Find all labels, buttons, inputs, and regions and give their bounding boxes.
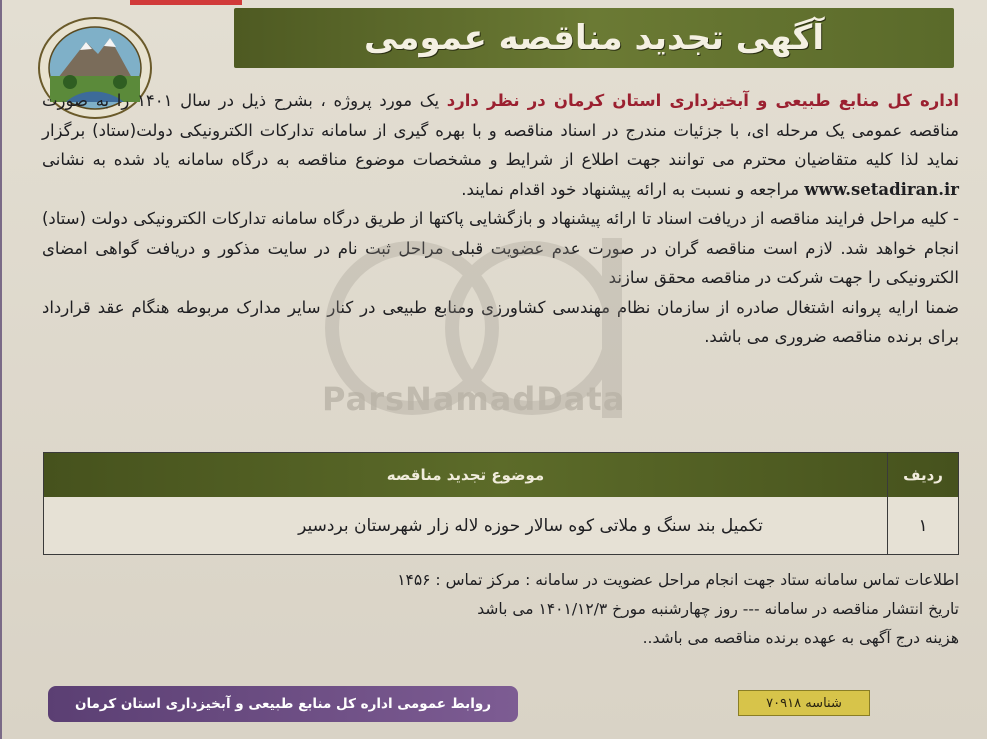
procedure-paragraph: - کلیه مراحل فرایند مناقصه از دریافت اسناد تا ارائه پیشنهاد و بازگشایی پاکتها از طریق درگاه سامانه تدارکات الکترونیکی دولت (ستاد) انجام خواهد شد. لازم است مناقصه گران در صورت عدم عضویت قبلی مراحل ثبت نام در سایت مذکور و دریافت گواهی امضای الکترونیکی را جهت شرکت در مناقصه محقق سازند <box>42 209 959 287</box>
contact-info <box>282 566 959 653</box>
setad-url-link[interactable]: www.setadiran.ir <box>804 179 959 199</box>
row-subject: تکمیل بند سنگ و ملاتی کوه سالار حوزه لاله زار شهرستان بردسیر <box>298 515 763 536</box>
title-banner <box>234 8 954 68</box>
cost-line: هزینه درج آگهی به عهده برنده مناقصه می باشد.. <box>642 629 959 647</box>
contact-line: اطلاعات تماس سامانه ستاد جهت انجام مراحل عضویت در سامانه : مرکز تماس : ۱۴۵۶ <box>397 571 959 589</box>
publish-date-line: تاریخ انتشار مناقصه در سامانه --- روز چهارشنبه مورخ ۱۴۰۱/۱۲/۳ می باشد <box>477 600 959 618</box>
table-row <box>44 497 958 554</box>
row-number: ۱ <box>887 497 958 554</box>
serial-badge <box>738 690 870 716</box>
page-title: آگهی تجدید مناقصه عمومی <box>364 18 824 58</box>
publisher-banner <box>48 686 518 722</box>
license-paragraph: ضمنا ارایه پروانه اشتغال صادره از سازمان نظام مهندسی کشاورزی ومنابع طبیعی در کنار سایر مدارک مربوطه هنگام عقد قرارداد برای برنده مناقصه ضروری می باشد. <box>42 297 959 346</box>
intro-paragraph-end: مراجعه و نسبت به ارائه پیشنهاد خود اقدام نمایند. <box>461 179 805 199</box>
table-header <box>44 453 958 497</box>
serial-number: شناسه ۷۰۹۱۸ <box>766 695 842 711</box>
intro-paragraph: یک مورد پروژه ، بشرح ذیل در سال ۱۴۰۱ را به صورت مناقصه عمومی یک مرحله ای، با جزئیات مندرج در اسناد مناقصه و با بهره گیری از سامانه تدارکات الکترونیکی دولت(ستاد) برگزار نماید لذا کلیه متقاضیان محترم می توانند جهت اطلاع از شرایط و مشخصات موضوع مناقصه به درگاه سامانه یاد شده به نشانی <box>42 91 959 169</box>
publisher-name: روابط عمومی اداره کل منابع طبیعی و آبخیزداری استان کرمان <box>74 696 492 712</box>
header-row-number: ردیف <box>887 453 958 497</box>
watermark-brand: ParsNamadData <box>322 380 626 418</box>
tender-table <box>43 452 959 555</box>
intro-text <box>42 86 959 352</box>
organization-highlight: اداره کل منابع طبیعی و آبخیزداری استان کرمان در نظر دارد <box>446 91 959 110</box>
header-subject: موضوع تجدید مناقصه <box>386 466 545 484</box>
top-accent-strip <box>130 0 242 5</box>
